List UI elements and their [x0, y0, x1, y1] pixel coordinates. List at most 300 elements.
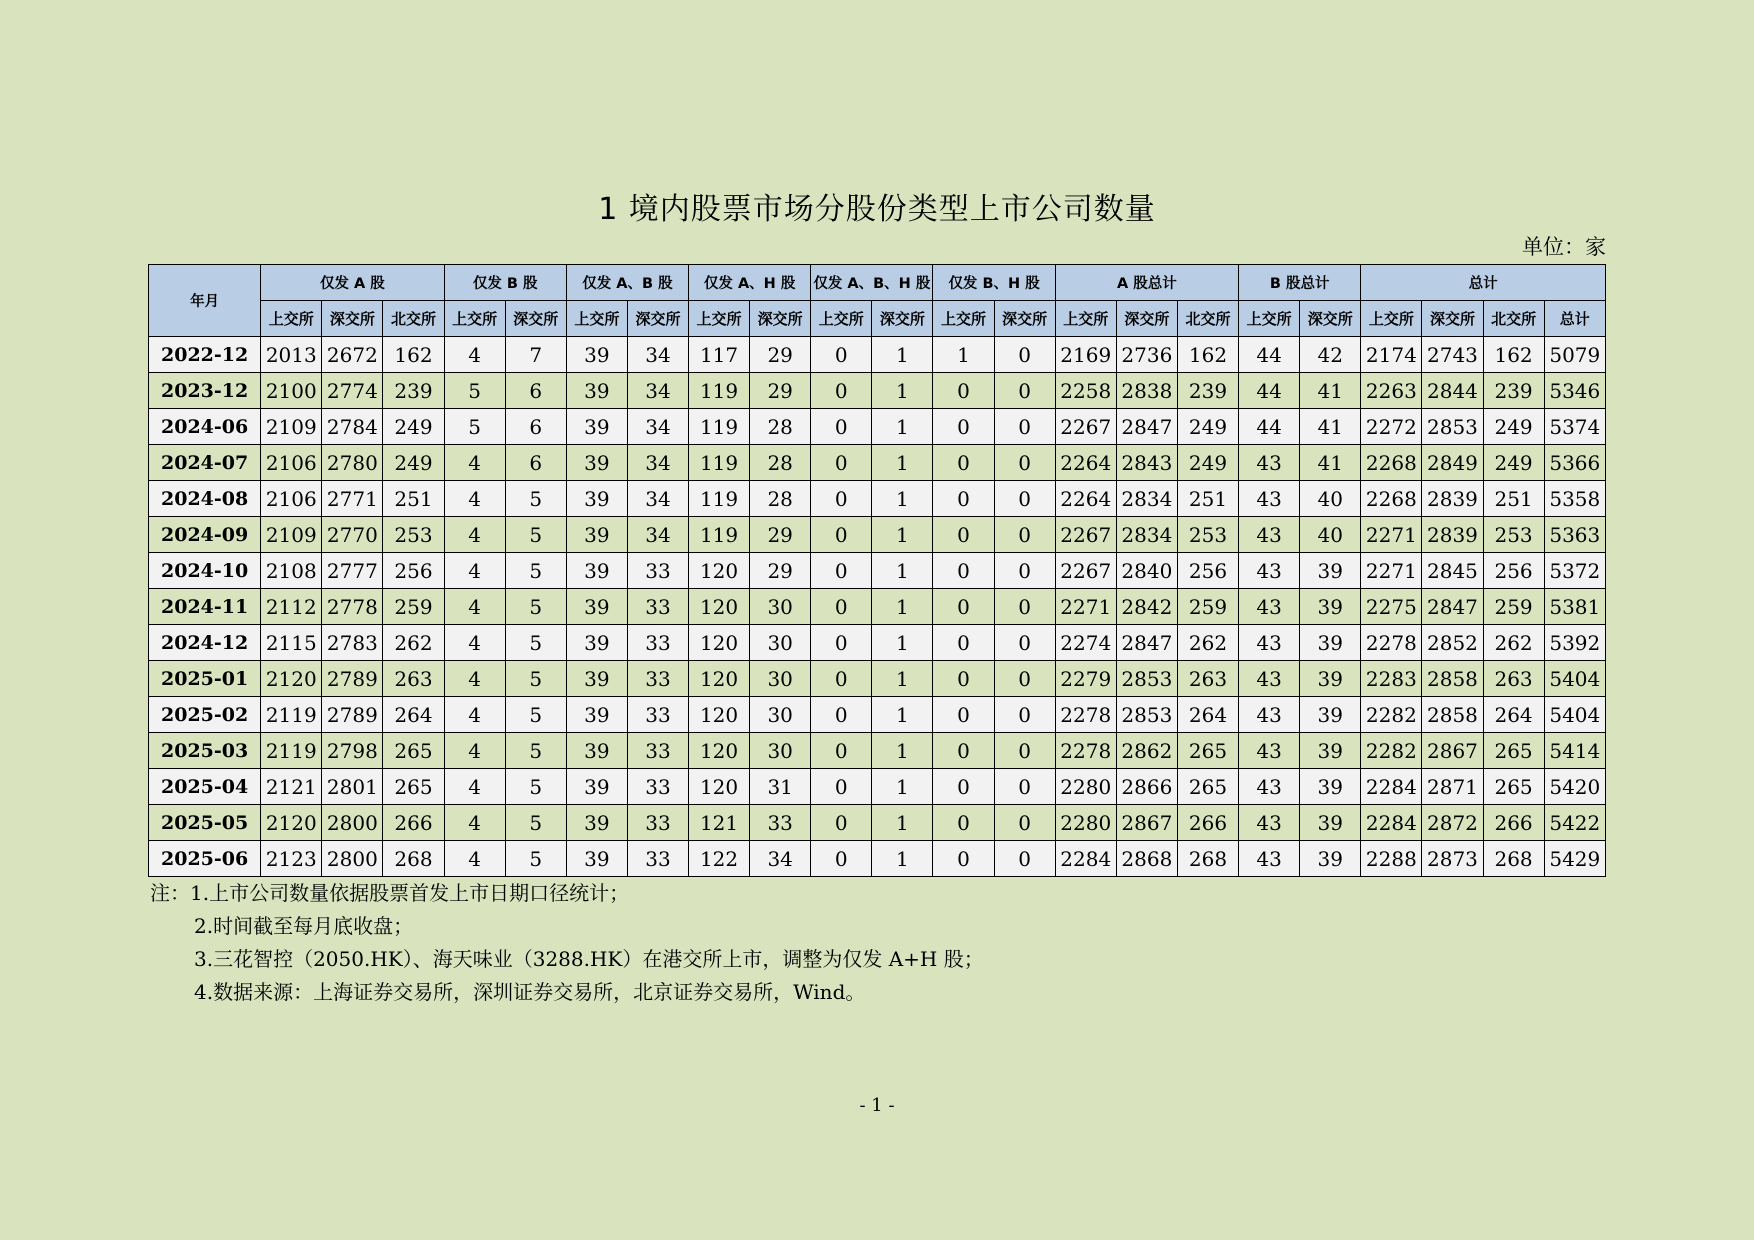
value-cell: 1: [872, 841, 933, 877]
value-cell: 0: [811, 553, 872, 589]
value-cell: 2839: [1422, 481, 1483, 517]
sub-header: 总计: [1544, 301, 1605, 337]
sub-header: 北交所: [383, 301, 444, 337]
table-row: [149, 841, 1606, 877]
value-cell: 265: [1177, 733, 1238, 769]
value-cell: 43: [1239, 517, 1300, 553]
value-cell: 0: [994, 661, 1055, 697]
value-cell: 2267: [1055, 517, 1116, 553]
value-cell: 39: [566, 481, 627, 517]
value-cell: 2119: [261, 733, 322, 769]
value-cell: 2853: [1116, 661, 1177, 697]
value-cell: 2169: [1055, 337, 1116, 373]
value-cell: 4: [444, 553, 505, 589]
value-cell: 5: [505, 769, 566, 805]
month-cell: 2025-02: [149, 697, 261, 733]
value-cell: 2672: [322, 337, 383, 373]
value-cell: 2271: [1055, 589, 1116, 625]
month-cell: 2025-03: [149, 733, 261, 769]
month-cell: 2025-05: [149, 805, 261, 841]
value-cell: 33: [750, 805, 811, 841]
value-cell: 0: [933, 373, 994, 409]
value-cell: 1: [872, 481, 933, 517]
value-cell: 39: [566, 409, 627, 445]
month-cell: 2025-06: [149, 841, 261, 877]
group-header: 仅发 A、B 股: [566, 265, 688, 301]
value-cell: 0: [994, 517, 1055, 553]
value-cell: 2789: [322, 697, 383, 733]
value-cell: 33: [627, 841, 688, 877]
month-cell: 2022-12: [149, 337, 261, 373]
table-row: [149, 481, 1606, 517]
value-cell: 2258: [1055, 373, 1116, 409]
value-cell: 264: [1483, 697, 1544, 733]
value-cell: 2284: [1361, 805, 1422, 841]
value-cell: 0: [994, 445, 1055, 481]
value-cell: 120: [689, 589, 750, 625]
value-cell: 5422: [1544, 805, 1605, 841]
table-row: [149, 769, 1606, 805]
value-cell: 2839: [1422, 517, 1483, 553]
value-cell: 4: [444, 337, 505, 373]
value-cell: 0: [994, 553, 1055, 589]
value-cell: 1: [872, 373, 933, 409]
value-cell: 162: [1483, 337, 1544, 373]
note-line: 2.时间截至每月底收盘；: [194, 914, 414, 938]
value-cell: 2280: [1055, 805, 1116, 841]
value-cell: 43: [1239, 805, 1300, 841]
value-cell: 5372: [1544, 553, 1605, 589]
value-cell: 2283: [1361, 661, 1422, 697]
value-cell: 5: [444, 373, 505, 409]
value-cell: 119: [689, 373, 750, 409]
value-cell: 39: [1300, 625, 1361, 661]
value-cell: 4: [444, 481, 505, 517]
value-cell: 41: [1300, 373, 1361, 409]
value-cell: 44: [1239, 337, 1300, 373]
note-line: 3.三花智控（2050.HK）、海天味业（3288.HK）在港交所上市，调整为仅发 A+H 股；: [194, 947, 984, 971]
value-cell: 5404: [1544, 697, 1605, 733]
value-cell: 0: [811, 733, 872, 769]
value-cell: 4: [444, 625, 505, 661]
value-cell: 2279: [1055, 661, 1116, 697]
sub-header: 北交所: [1177, 301, 1238, 337]
value-cell: 0: [811, 841, 872, 877]
value-cell: 5381: [1544, 589, 1605, 625]
value-cell: 1: [872, 445, 933, 481]
value-cell: 43: [1239, 661, 1300, 697]
value-cell: 4: [444, 697, 505, 733]
value-cell: 2123: [261, 841, 322, 877]
sub-header: 深交所: [994, 301, 1055, 337]
value-cell: 2115: [261, 625, 322, 661]
value-cell: 34: [627, 337, 688, 373]
value-cell: 2275: [1361, 589, 1422, 625]
value-cell: 2743: [1422, 337, 1483, 373]
month-cell: 2024-06: [149, 409, 261, 445]
value-cell: 5: [505, 841, 566, 877]
value-cell: 5: [505, 661, 566, 697]
month-cell: 2024-09: [149, 517, 261, 553]
value-cell: 120: [689, 733, 750, 769]
value-cell: 0: [811, 769, 872, 805]
value-cell: 33: [627, 733, 688, 769]
value-cell: 1: [872, 553, 933, 589]
value-cell: 39: [566, 553, 627, 589]
value-cell: 39: [1300, 589, 1361, 625]
value-cell: 5: [505, 517, 566, 553]
value-cell: 34: [627, 409, 688, 445]
table-row: [149, 805, 1606, 841]
value-cell: 29: [750, 517, 811, 553]
value-cell: 2282: [1361, 697, 1422, 733]
value-cell: 2771: [322, 481, 383, 517]
value-cell: 2866: [1116, 769, 1177, 805]
value-cell: 33: [627, 553, 688, 589]
sub-header: 深交所: [1422, 301, 1483, 337]
value-cell: 5363: [1544, 517, 1605, 553]
value-cell: 39: [566, 697, 627, 733]
value-cell: 266: [1483, 805, 1544, 841]
value-cell: 2109: [261, 409, 322, 445]
value-cell: 268: [1177, 841, 1238, 877]
table-row: [149, 589, 1606, 625]
value-cell: 1: [872, 733, 933, 769]
month-cell: 2023-12: [149, 373, 261, 409]
value-cell: 253: [383, 517, 444, 553]
sub-header: 上交所: [1361, 301, 1422, 337]
month-cell: 2025-01: [149, 661, 261, 697]
value-cell: 2800: [322, 841, 383, 877]
value-cell: 5366: [1544, 445, 1605, 481]
value-cell: 39: [566, 661, 627, 697]
sub-header: 深交所: [322, 301, 383, 337]
value-cell: 29: [750, 373, 811, 409]
value-cell: 0: [933, 589, 994, 625]
table-row: [149, 337, 1606, 373]
value-cell: 2264: [1055, 481, 1116, 517]
value-cell: 263: [383, 661, 444, 697]
value-cell: 2858: [1422, 697, 1483, 733]
value-cell: 30: [750, 733, 811, 769]
value-cell: 2849: [1422, 445, 1483, 481]
value-cell: 2268: [1361, 481, 1422, 517]
group-header: 仅发 A 股: [261, 265, 444, 301]
value-cell: 0: [933, 661, 994, 697]
value-cell: 5: [505, 733, 566, 769]
value-cell: 1: [872, 589, 933, 625]
value-cell: 2267: [1055, 553, 1116, 589]
value-cell: 39: [566, 733, 627, 769]
month-header: 年月: [149, 265, 261, 337]
value-cell: 39: [566, 625, 627, 661]
value-cell: 249: [1483, 445, 1544, 481]
value-cell: 0: [933, 733, 994, 769]
value-cell: 2284: [1361, 769, 1422, 805]
value-cell: 34: [750, 841, 811, 877]
value-cell: 262: [1177, 625, 1238, 661]
value-cell: 33: [627, 589, 688, 625]
value-cell: 5: [505, 625, 566, 661]
value-cell: 0: [933, 697, 994, 733]
value-cell: 4: [444, 841, 505, 877]
value-cell: 43: [1239, 733, 1300, 769]
value-cell: 2119: [261, 697, 322, 733]
value-cell: 4: [444, 589, 505, 625]
value-cell: 39: [1300, 841, 1361, 877]
value-cell: 2842: [1116, 589, 1177, 625]
value-cell: 2852: [1422, 625, 1483, 661]
value-cell: 2264: [1055, 445, 1116, 481]
value-cell: 2801: [322, 769, 383, 805]
table-row: [149, 445, 1606, 481]
value-cell: 2274: [1055, 625, 1116, 661]
value-cell: 2280: [1055, 769, 1116, 805]
value-cell: 265: [383, 733, 444, 769]
value-cell: 4: [444, 517, 505, 553]
value-cell: 0: [811, 373, 872, 409]
value-cell: 265: [1483, 733, 1544, 769]
note-line: 4.数据来源：上海证券交易所，深圳证券交易所，北京证券交易所，Wind。: [194, 980, 866, 1004]
value-cell: 162: [383, 337, 444, 373]
value-cell: 120: [689, 769, 750, 805]
sub-header: 上交所: [1239, 301, 1300, 337]
value-cell: 34: [627, 481, 688, 517]
value-cell: 2838: [1116, 373, 1177, 409]
value-cell: 2121: [261, 769, 322, 805]
value-cell: 7: [505, 337, 566, 373]
value-cell: 249: [1483, 409, 1544, 445]
unit-label: 单位：家: [1522, 235, 1606, 259]
value-cell: 31: [750, 769, 811, 805]
value-cell: 5346: [1544, 373, 1605, 409]
value-cell: 43: [1239, 481, 1300, 517]
value-cell: 2736: [1116, 337, 1177, 373]
value-cell: 2774: [322, 373, 383, 409]
month-cell: 2024-12: [149, 625, 261, 661]
value-cell: 44: [1239, 409, 1300, 445]
value-cell: 34: [627, 445, 688, 481]
value-cell: 5420: [1544, 769, 1605, 805]
value-cell: 30: [750, 661, 811, 697]
table-row: [149, 373, 1606, 409]
value-cell: 2120: [261, 805, 322, 841]
value-cell: 251: [383, 481, 444, 517]
value-cell: 4: [444, 445, 505, 481]
value-cell: 5358: [1544, 481, 1605, 517]
value-cell: 42: [1300, 337, 1361, 373]
month-cell: 2024-11: [149, 589, 261, 625]
value-cell: 263: [1483, 661, 1544, 697]
value-cell: 0: [811, 517, 872, 553]
value-cell: 4: [444, 661, 505, 697]
value-cell: 39: [566, 805, 627, 841]
value-cell: 262: [383, 625, 444, 661]
value-cell: 2847: [1116, 625, 1177, 661]
value-cell: 1: [933, 337, 994, 373]
value-cell: 2777: [322, 553, 383, 589]
value-cell: 6: [505, 373, 566, 409]
value-cell: 0: [933, 445, 994, 481]
table-row: [149, 625, 1606, 661]
value-cell: 0: [933, 481, 994, 517]
value-cell: 0: [994, 373, 1055, 409]
page-number: - 1 -: [859, 1095, 895, 1116]
value-cell: 251: [1177, 481, 1238, 517]
value-cell: 119: [689, 445, 750, 481]
value-cell: 264: [1177, 697, 1238, 733]
table-row: [149, 409, 1606, 445]
page-title: 1 境内股票市场分股份类型上市公司数量: [598, 192, 1156, 227]
value-cell: 2834: [1116, 517, 1177, 553]
value-cell: 5: [505, 589, 566, 625]
sub-header: 上交所: [261, 301, 322, 337]
value-cell: 119: [689, 409, 750, 445]
value-cell: 33: [627, 769, 688, 805]
table-row: [149, 661, 1606, 697]
value-cell: 119: [689, 517, 750, 553]
value-cell: 119: [689, 481, 750, 517]
value-cell: 2834: [1116, 481, 1177, 517]
value-cell: 256: [1483, 553, 1544, 589]
value-cell: 2278: [1361, 625, 1422, 661]
value-cell: 0: [994, 841, 1055, 877]
value-cell: 5: [505, 697, 566, 733]
value-cell: 2278: [1055, 733, 1116, 769]
sub-header: 上交所: [689, 301, 750, 337]
value-cell: 0: [933, 517, 994, 553]
value-cell: 40: [1300, 481, 1361, 517]
value-cell: 2784: [322, 409, 383, 445]
value-cell: 2267: [1055, 409, 1116, 445]
value-cell: 33: [627, 697, 688, 733]
value-cell: 2108: [261, 553, 322, 589]
sub-header: 深交所: [750, 301, 811, 337]
value-cell: 249: [1177, 445, 1238, 481]
value-cell: 239: [383, 373, 444, 409]
value-cell: 259: [383, 589, 444, 625]
value-cell: 43: [1239, 445, 1300, 481]
value-cell: 30: [750, 589, 811, 625]
value-cell: 33: [627, 625, 688, 661]
group-header: 仅发 B、H 股: [933, 265, 1055, 301]
value-cell: 259: [1177, 589, 1238, 625]
value-cell: 1: [872, 769, 933, 805]
note-line: 注：1.上市公司数量依据股票首发上市日期口径统计；: [150, 881, 630, 905]
value-cell: 34: [627, 517, 688, 553]
value-cell: 43: [1239, 841, 1300, 877]
value-cell: 120: [689, 625, 750, 661]
value-cell: 39: [1300, 661, 1361, 697]
value-cell: 2271: [1361, 517, 1422, 553]
value-cell: 2872: [1422, 805, 1483, 841]
value-cell: 122: [689, 841, 750, 877]
value-cell: 5392: [1544, 625, 1605, 661]
value-cell: 2847: [1116, 409, 1177, 445]
value-cell: 39: [566, 769, 627, 805]
value-cell: 249: [383, 409, 444, 445]
sub-header: 上交所: [811, 301, 872, 337]
value-cell: 0: [811, 481, 872, 517]
value-cell: 5: [505, 553, 566, 589]
table-row: [149, 697, 1606, 733]
value-cell: 256: [383, 553, 444, 589]
value-cell: 263: [1177, 661, 1238, 697]
value-cell: 28: [750, 481, 811, 517]
value-cell: 1: [872, 697, 933, 733]
value-cell: 2867: [1116, 805, 1177, 841]
value-cell: 4: [444, 805, 505, 841]
value-cell: 162: [1177, 337, 1238, 373]
value-cell: 29: [750, 337, 811, 373]
value-cell: 2120: [261, 661, 322, 697]
sub-header: 上交所: [444, 301, 505, 337]
value-cell: 39: [1300, 805, 1361, 841]
value-cell: 5079: [1544, 337, 1605, 373]
value-cell: 0: [994, 769, 1055, 805]
group-header: A 股总计: [1055, 265, 1238, 301]
table-row: [149, 517, 1606, 553]
value-cell: 5374: [1544, 409, 1605, 445]
value-cell: 39: [566, 517, 627, 553]
month-cell: 2024-08: [149, 481, 261, 517]
value-cell: 239: [1177, 373, 1238, 409]
footnotes: [150, 877, 1600, 1009]
value-cell: 0: [933, 553, 994, 589]
value-cell: 0: [811, 805, 872, 841]
value-cell: 2013: [261, 337, 322, 373]
table-row: [149, 733, 1606, 769]
value-cell: 256: [1177, 553, 1238, 589]
sub-header: 上交所: [566, 301, 627, 337]
value-cell: 5429: [1544, 841, 1605, 877]
value-cell: 0: [994, 733, 1055, 769]
value-cell: 1: [872, 337, 933, 373]
value-cell: 2844: [1422, 373, 1483, 409]
value-cell: 2871: [1422, 769, 1483, 805]
value-cell: 120: [689, 661, 750, 697]
value-cell: 0: [811, 589, 872, 625]
month-cell: 2025-04: [149, 769, 261, 805]
value-cell: 5: [505, 805, 566, 841]
sub-header: 深交所: [1116, 301, 1177, 337]
value-cell: 117: [689, 337, 750, 373]
value-cell: 0: [994, 589, 1055, 625]
table-header: [149, 265, 1606, 337]
value-cell: 262: [1483, 625, 1544, 661]
value-cell: 2268: [1361, 445, 1422, 481]
value-cell: 43: [1239, 553, 1300, 589]
value-cell: 43: [1239, 697, 1300, 733]
value-cell: 0: [994, 625, 1055, 661]
value-cell: 33: [627, 661, 688, 697]
sub-header: 深交所: [627, 301, 688, 337]
value-cell: 2770: [322, 517, 383, 553]
value-cell: 2272: [1361, 409, 1422, 445]
value-cell: 39: [1300, 697, 1361, 733]
value-cell: 0: [994, 697, 1055, 733]
value-cell: 30: [750, 697, 811, 733]
value-cell: 2778: [322, 589, 383, 625]
value-cell: 1: [872, 625, 933, 661]
value-cell: 39: [1300, 733, 1361, 769]
value-cell: 0: [994, 805, 1055, 841]
value-cell: 251: [1483, 481, 1544, 517]
value-cell: 44: [1239, 373, 1300, 409]
value-cell: 2263: [1361, 373, 1422, 409]
value-cell: 2853: [1422, 409, 1483, 445]
value-cell: 253: [1177, 517, 1238, 553]
